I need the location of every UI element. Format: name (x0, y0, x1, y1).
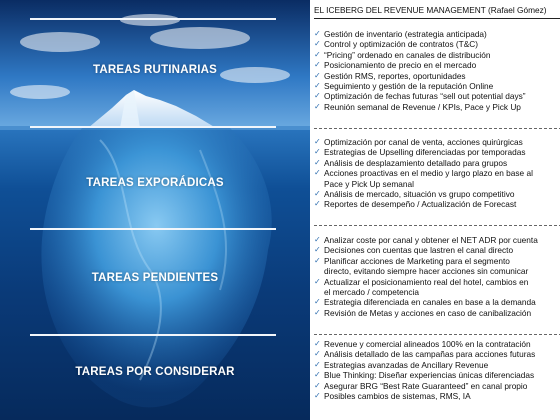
tier-label-sporadic: TAREAS EXPORÁDICAS (86, 177, 224, 189)
task-text: “Pricing” ordenado en canales de distribución (324, 49, 491, 60)
task-text: Gestión de inventario (estrategia anticipada) (324, 29, 487, 39)
task-item (314, 308, 560, 318)
check-icon: ✓ (314, 391, 321, 401)
check-icon: ✓ (314, 101, 321, 111)
task-text: Pace y Pick Up semanal (324, 178, 414, 189)
section-separator (314, 334, 560, 335)
task-text: Gestión RMS, reportes, oportunidades (324, 70, 466, 81)
task-item (314, 256, 560, 266)
task-item (314, 147, 560, 157)
task-item (314, 60, 560, 70)
check-icon: ✓ (314, 39, 321, 49)
task-item (314, 245, 560, 255)
task-item-continuation (314, 287, 560, 297)
task-item (314, 381, 560, 391)
task-item (314, 29, 560, 39)
check-icon: ✓ (314, 70, 321, 80)
task-item (314, 189, 560, 199)
check-icon: ✓ (314, 168, 321, 178)
task-text: Estrategias de Upselling diferenciadas por temporadas (324, 147, 526, 158)
check-icon: ✓ (314, 370, 321, 380)
task-item (314, 158, 560, 168)
task-item (314, 297, 560, 307)
check-icon: ✓ (314, 339, 321, 348)
task-item-continuation (314, 266, 560, 276)
task-item (314, 137, 560, 147)
panel-title: EL ICEBERG DEL REVENUE MANAGEMENT (Rafael Gómez) (314, 5, 547, 15)
task-text: Control y optimización de contratos (T&C) (324, 39, 479, 50)
task-text: Planificar acciones de Marketing para el segmento (324, 255, 510, 266)
task-text: Posibles cambios de sistemas, RMS, IA (324, 391, 471, 402)
task-item (314, 91, 560, 101)
check-icon (314, 287, 324, 297)
task-text: Estrategia diferenciada en canales en base a la demanda (324, 297, 536, 308)
check-icon: ✓ (314, 157, 321, 167)
task-item (314, 39, 560, 49)
section-pending-tasks (314, 235, 560, 318)
task-text: Asegurar BRG “Best Rate Guaranteed” en canal propio (324, 380, 528, 391)
check-icon: ✓ (314, 359, 321, 369)
check-icon: ✓ (314, 60, 321, 70)
tier-label-routine: TAREAS RUTINARIAS (93, 64, 217, 76)
tier-divider (30, 228, 276, 230)
check-icon: ✓ (314, 137, 321, 146)
task-text: Revenue y comercial alineados 100% en la contratación (324, 339, 531, 349)
task-text: directo, evitando siempre hacer acciones sin comunicar (324, 266, 529, 277)
tier-divider (30, 126, 276, 128)
check-icon: ✓ (314, 349, 321, 359)
tier-divider (30, 18, 276, 20)
section-sporadic-tasks (314, 137, 560, 210)
task-item (314, 235, 560, 245)
section-separator (314, 225, 560, 226)
task-item (314, 339, 560, 349)
task-item (314, 168, 560, 178)
check-icon: ✓ (314, 147, 321, 157)
title-rule (314, 18, 560, 19)
task-text: Revisión de Metas y acciones en caso de canibalización (324, 307, 532, 318)
task-text: Reunión semanal de Revenue / KPIs, Pace y Pick Up (324, 101, 521, 112)
task-item (314, 50, 560, 60)
check-icon: ✓ (314, 307, 321, 317)
task-item (314, 391, 560, 401)
check-icon: ✓ (314, 276, 321, 286)
task-item (314, 199, 560, 209)
task-text: Estrategias avanzadas de Ancillary Revenue (324, 359, 489, 370)
task-item (314, 370, 560, 380)
section-routine-tasks (314, 29, 560, 112)
task-text: Optimización de fechas futuras “sell out potential days” (324, 91, 526, 102)
task-text: Decisiones con cuentas que lastren el canal directo (324, 245, 514, 256)
task-item (314, 102, 560, 112)
task-text: Posicionamiento de precio en el mercado (324, 60, 477, 71)
task-item (314, 81, 560, 91)
check-icon: ✓ (314, 380, 321, 390)
check-icon (314, 179, 324, 189)
check-icon: ✓ (314, 255, 321, 265)
check-icon: ✓ (314, 199, 321, 209)
tier-label-pending: TAREAS PENDIENTES (91, 272, 219, 284)
task-text: Análisis de mercado, situación vs grupo competitivo (324, 189, 515, 200)
check-icon: ✓ (314, 245, 321, 255)
tier-divider (30, 334, 276, 336)
task-item-continuation (314, 179, 560, 189)
task-text: Reportes de desempeño / Actualización de Forecast (324, 199, 517, 210)
task-text: Blue Thinking: Diseñar experiencias únicas diferenciadas (324, 370, 535, 381)
section-tasks-to-consider (314, 339, 560, 401)
task-text: Analizar coste por canal y obtener el NET ADR por cuenta (324, 235, 538, 245)
task-text: Seguimiento y gestión de la reputación Online (324, 81, 494, 92)
task-item (314, 277, 560, 287)
task-text: Análisis detallado de las campañas para acciones futuras (324, 349, 536, 360)
check-icon: ✓ (314, 297, 321, 307)
task-text: Análisis de desplazamiento detallado para grupos (324, 157, 508, 168)
task-item (314, 71, 560, 81)
check-icon: ✓ (314, 235, 321, 244)
check-icon: ✓ (314, 29, 321, 38)
check-icon (314, 266, 324, 276)
task-text: Actualizar el posicionamiento real del hotel, cambios en (324, 276, 529, 287)
section-separator (314, 128, 560, 129)
check-icon: ✓ (314, 189, 321, 199)
task-list-panel (310, 0, 560, 420)
task-item (314, 349, 560, 359)
check-icon: ✓ (314, 49, 321, 59)
task-text: Optimización por canal de venta, acciones quirúrgicas (324, 137, 523, 147)
check-icon: ✓ (314, 81, 321, 91)
task-item (314, 360, 560, 370)
tier-label-to-consider: TAREAS POR CONSIDERAR (75, 366, 235, 378)
check-icon: ✓ (314, 91, 321, 101)
task-text: el mercado / competencia (324, 287, 420, 298)
task-text: Acciones proactivas en el medio y largo plazo en base al (324, 168, 533, 179)
